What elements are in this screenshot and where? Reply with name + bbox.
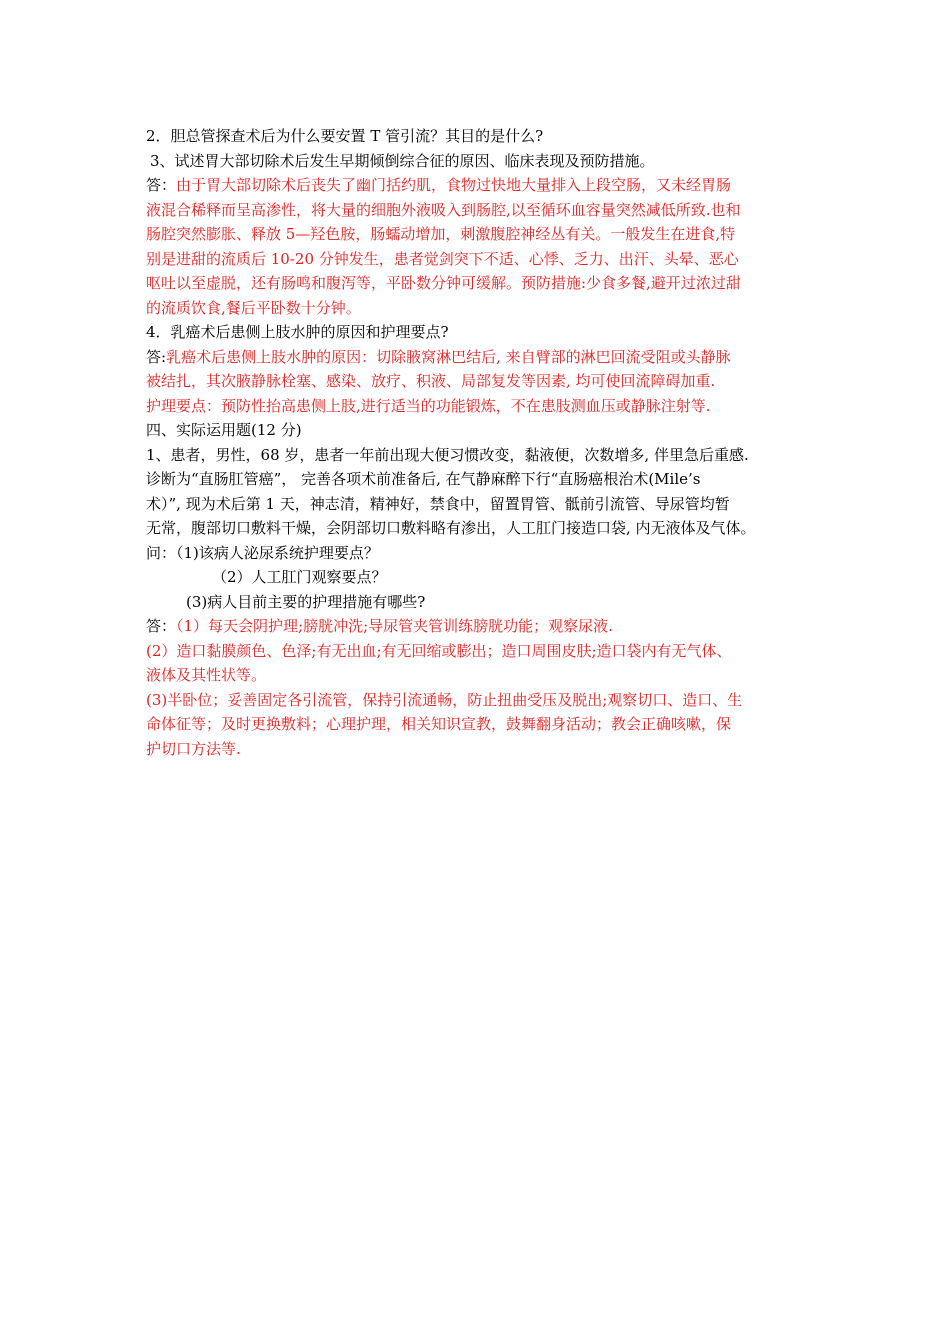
answer-label: 答: bbox=[146, 347, 167, 366]
answer-text: 被结扎，其次腋静脉栓塞、感染、放疗、积液、局部复发等因素, 均可使回流障碍加重. bbox=[146, 372, 716, 390]
answer-text: 乳癌术后患侧上肢水肿的原因：切除腋窝淋巴结后, 来自臂部的淋巴回流受阻或头静脉 bbox=[166, 347, 731, 366]
case-text: 无常，腹部切口敷料干燥，会阴部切口敷料略有渗出，人工肛门接造口袋, 内无液体及气体。 bbox=[146, 519, 756, 537]
answer-text: 护理要点：预防性抬高患侧上肢,进行适当的功能锻炼，不在患肢测血压或静脉注射等. bbox=[146, 396, 711, 415]
ask-line-1 bbox=[146, 541, 816, 566]
question-2: 2．胆总管探查术后为什么要安置 T 管引流？其目的是什么? bbox=[146, 127, 544, 145]
document-body bbox=[146, 124, 816, 761]
section-title: 四、实际运用题(12 分) bbox=[146, 421, 302, 439]
case-text: 术）”, 现为术后第 1 天，神志清，精神好，禁食中，留置胃管、骶前引流管、导尿管均暂 bbox=[146, 494, 730, 513]
answer-text: 别是进甜的流质后 10-20 分钟发生，患者觉剑突下不适、心悸、乏力、出汗、头晕、恶心 bbox=[146, 249, 739, 268]
case-text: 1、患者，男性，68 岁，患者一年前出现大便习惯改变，黏液便，次数增多, 伴里急后重感. bbox=[146, 445, 749, 464]
question-4: 4．乳癌术后患侧上肢水肿的原因和护理要点? bbox=[146, 323, 449, 341]
answer-text: 肠腔突然膨胀、释放 5—羟色胺，肠蠕动增加，刺激腹腔神经丛有关。一般发生在进食,特 bbox=[146, 225, 736, 243]
question-3: 3、试述胃大部切除术后发生早期倾倒综合征的原因、临床表现及预防措施。 bbox=[150, 151, 655, 170]
answer-text: (2）造口黏膜颜色、色泽;有无出血;有无回缩或膨出；造口周围皮肤;造口袋内有无气体、 bbox=[146, 641, 732, 660]
answer-text: 由于胃大部切除术后丧失了幽门括约肌，食物过快地大量排入上段空肠，又未经胃肠 bbox=[176, 176, 732, 194]
q4-answer-first-line bbox=[146, 345, 816, 370]
case-text: 诊断为“直肠肛管癌”， 完善各项术前准备后, 在气静麻醉下行“直肠癌根治术(Mile’s bbox=[146, 470, 701, 488]
case-answer-first-line bbox=[146, 614, 816, 639]
answer-text: (3)半卧位；妥善固定各引流管，保持引流通畅，防止扭曲受压及脱出;观察切口、造口、生 bbox=[146, 690, 743, 709]
ask-item: （1)该病人泌尿系统护理要点？ bbox=[176, 543, 379, 562]
answer-label: 答： bbox=[146, 176, 177, 194]
answer-text: 呕吐以至虚脱，还有肠鸣和腹泻等，平卧数分钟可缓解。预防措施:少食多餐,避开过浓过甜 bbox=[146, 274, 741, 292]
answer-text: 液混合稀释而呈高渗性，将大量的细胞外液吸入到肠腔,以至循环血容量突然减低所致.也和 bbox=[146, 200, 741, 219]
answer-text: 液体及其性状等。 bbox=[146, 666, 267, 684]
answer-text: （1）每天会阴护理;膀胱冲洗;导尿管夹管训练膀胱功能；观察尿液. bbox=[176, 617, 613, 635]
q3-answer-first-line bbox=[146, 173, 816, 198]
answer-label: 答： bbox=[146, 617, 177, 635]
ask-label: 问： bbox=[146, 543, 177, 562]
answer-text: 命体征等；及时更换敷料；心理护理，相关知识宣教，鼓舞翻身活动；教会正确咳嗽，保 bbox=[146, 715, 732, 733]
ask-item: （2）人工肛门观察要点？ bbox=[212, 568, 387, 586]
answer-text: 的流质饮食,餐后平卧数十分钟。 bbox=[146, 298, 361, 317]
answer-text: 护切口方法等. bbox=[146, 739, 241, 758]
ask-item: (3)病人目前主要的护理措施有哪些? bbox=[186, 592, 426, 611]
